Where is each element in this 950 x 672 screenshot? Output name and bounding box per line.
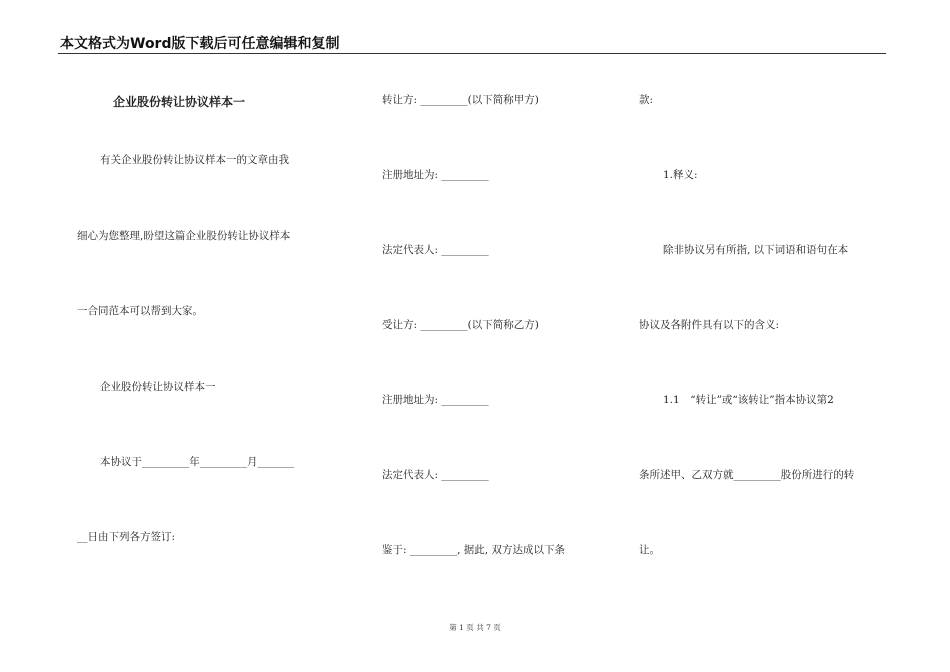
col1-line-4: 企业股份转让协议样本一 xyxy=(100,381,216,393)
header-divider xyxy=(58,53,886,54)
col2-line-3: 法定代表人: _________ xyxy=(382,244,489,256)
col2-line-2: 注册地址为: _________ xyxy=(382,169,489,181)
col1-line-6: __日由下列各方签订: xyxy=(77,531,176,543)
col1-line-1: 有关企业股份转让协议样本一的文章由我 xyxy=(100,154,289,166)
col2-line-6: 法定代表人: _________ xyxy=(382,469,489,481)
col3-line-6: 条所述甲、乙双方就_________股份所进行的转 xyxy=(639,469,855,481)
col3-line-7: 让。 xyxy=(639,544,660,556)
document-title: 企业股份转让协议样本一 xyxy=(113,95,246,109)
col2-line-5: 注册地址为: _________ xyxy=(382,394,489,406)
col1-line-5: 本协议于_________年_________月_______ xyxy=(100,456,295,468)
col2-line-1: 转让方: _________(以下简称甲方) xyxy=(382,94,539,106)
col2-line-7: 鉴于: _________, 据此, 双方达成以下条 xyxy=(382,544,565,556)
col2-line-4: 受让方: _________(以下简称乙方) xyxy=(382,319,539,331)
col3-line-1: 款: xyxy=(639,94,654,106)
col1-line-3: 一合同范本可以帮到大家。 xyxy=(77,305,203,317)
col3-line-4: 协议及各附件具有以下的含义: xyxy=(639,319,780,331)
col3-line-5: 1.1 “转让”或“该转让”指本协议第2 xyxy=(663,394,834,406)
page-number: 第 1 页 共 7 页 xyxy=(449,623,501,632)
col3-line-3: 除非协议另有所指, 以下词语和语句在本 xyxy=(663,244,849,256)
header-title: 本文格式为Word版下载后可任意编辑和复制 xyxy=(60,36,340,52)
col3-line-2: 1.释义: xyxy=(663,169,698,181)
col1-line-2: 细心为您整理,盼望这篇企业股份转让协议样本 xyxy=(77,230,291,242)
